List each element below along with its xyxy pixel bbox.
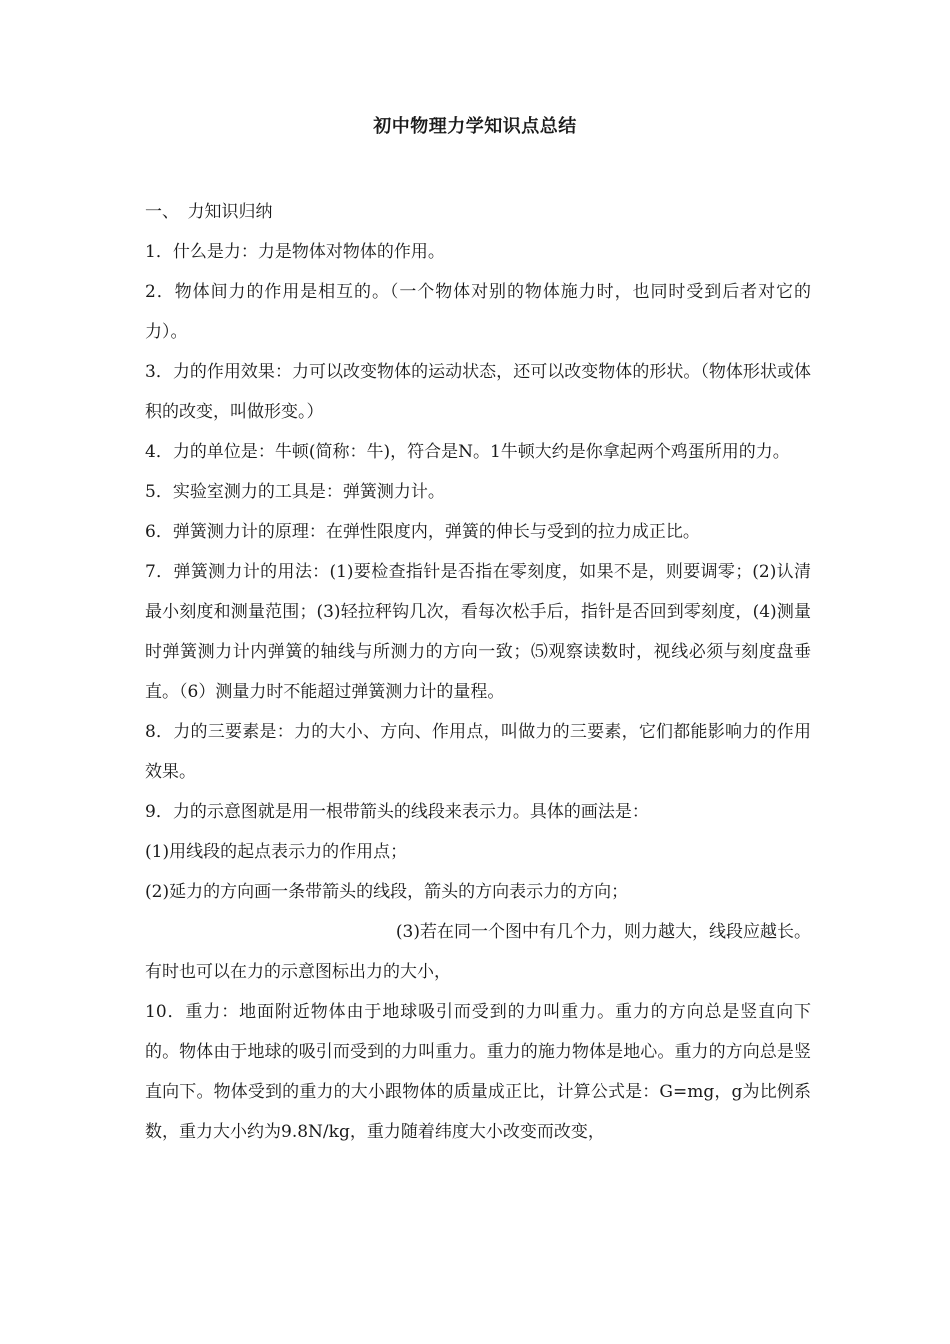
paragraph-5: 5．实验室测力的工具是：弹簧测力计。 <box>145 482 445 502</box>
section-heading: 一、 力知识归纳 <box>145 202 273 222</box>
paragraph-2: 2．物体间力的作用是相互的。（一个物体对别的物体施力时，也同时受到后者对它的力）。 <box>145 282 811 342</box>
document-title: 初中物理力学知识点总结 <box>373 116 577 137</box>
paragraph-9-step-2: (2)延力的方向画一条带箭头的线段，箭头的方向表示力的方向； <box>145 882 629 902</box>
paragraph-1: 1．什么是力：力是物体对物体的作用。 <box>145 242 445 262</box>
paragraph-10: 10．重力：地面附近物体由于地球吸引而受到的力叫重力。重力的方向总是竖直向下的。物体由于地球的吸引而受到的力叫重力。重力的施力物体是地心。重力的方向总是竖直向下。物体受到的重力的大小跟物体的质量成正比，计算公式是：G=mg，g为比例系数，重力大小约为9.8N/kg，重力随着纬度大小改变而改变， <box>145 1002 811 1142</box>
document-body <box>145 192 811 1152</box>
paragraph-9: 9．力的示意图就是用一根带箭头的线段来表示力。具体的画法是： <box>145 802 649 822</box>
paragraph-4: 4．力的单位是：牛顿(简称：牛)，符合是N。1牛顿大约是你拿起两个鸡蛋所用的力。 <box>145 442 790 462</box>
paragraph-6: 6．弹簧测力计的原理：在弹性限度内，弹簧的伸长与受到的拉力成正比。 <box>145 522 700 542</box>
paragraph-9-step-3: (3)若在同一个图中有几个力，则力越大，线段应越长。 <box>395 922 811 942</box>
paragraph-3: 3．力的作用效果：力可以改变物体的运动状态，还可以改变物体的形状。（物体形状或体积的改变，叫做形变。） <box>145 362 811 422</box>
paragraph-9-step-1: (1)用线段的起点表示力的作用点； <box>145 842 408 862</box>
paragraph-9-note: 有时也可以在力的示意图标出力的大小， <box>145 962 451 982</box>
paragraph-7: 7．弹簧测力计的用法：(1)要检查指针是否指在零刻度，如果不是，则要调零；(2)认清最小刻度和测量范围；(3)轻拉秤钩几次，看每次松手后，指针是否回到零刻度，(4)测量时弹簧测力计内弹簧的轴线与所测力的方向一致；⑸观察读数时，视线必须与刻度盘垂直。（6）测量力时不能超过弹簧测力计的量程。 <box>145 562 811 702</box>
paragraph-8: 8．力的三要素是：力的大小、方向、作用点，叫做力的三要素，它们都能影响力的作用效果。 <box>145 722 811 782</box>
